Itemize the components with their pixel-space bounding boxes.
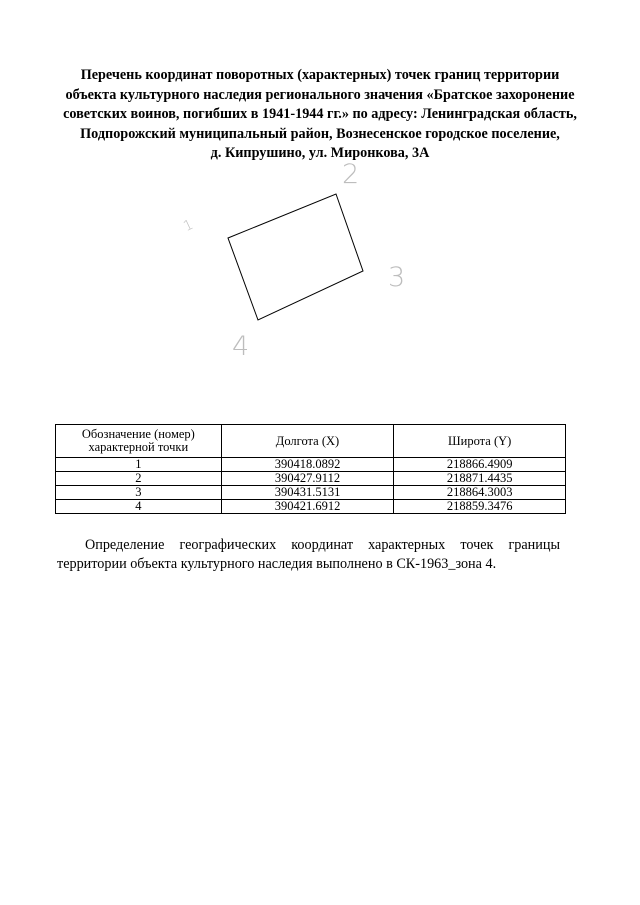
title-line: Подпорожский муниципальный район, Вознесенское городское поселение,	[80, 125, 560, 142]
cell-longitude: 390427.9112	[221, 472, 394, 486]
coordinates-table	[55, 424, 566, 514]
title-line: советских воинов, погибших в 1941-1944 гг.» по адресу: Ленинградская область,	[63, 106, 577, 123]
territory-boundary-polygon	[228, 194, 363, 320]
table-row	[56, 486, 566, 500]
cell-point-number: 1	[56, 458, 222, 472]
table-row	[56, 472, 566, 486]
cell-latitude: 218864.3003	[394, 486, 566, 500]
title-line: объекта культурного наследия регионального значения «Братское захоронение	[65, 86, 575, 103]
cell-point-number: 4	[56, 500, 222, 514]
cell-longitude: 390418.0892	[221, 458, 394, 472]
point-label-2: 2	[342, 159, 360, 190]
boundary-scheme	[0, 150, 640, 380]
point-label-1: 1	[180, 216, 196, 235]
title-line: Перечень координат поворотных (характерных) точек границ территории	[80, 67, 560, 83]
header-longitude: Долгота (X)	[221, 425, 394, 458]
cell-longitude: 390421.6912	[221, 500, 394, 514]
coordinate-system-note: Определение географических координат характерных точек границы территории объекта культурного наследия выполнено в СК-1963_зона 4.	[57, 537, 560, 573]
title-line: д. Кипрушино, ул. Миронкова, 3А	[210, 145, 430, 162]
header-latitude: Широта (Y)	[394, 425, 566, 458]
cell-longitude: 390431.5131	[221, 486, 394, 500]
cell-point-number: 3	[56, 486, 222, 500]
cell-latitude: 218871.4435	[394, 472, 566, 486]
point-label-3: 3	[388, 262, 406, 293]
table-header-row	[56, 425, 566, 458]
header-point-number: Обозначение (номер) характерной точки	[56, 425, 222, 458]
cell-latitude: 218866.4909	[394, 458, 566, 472]
cell-point-number: 2	[56, 472, 222, 486]
table-row	[56, 500, 566, 514]
point-label-4: 4	[232, 331, 250, 362]
table-row	[56, 458, 566, 472]
cell-latitude: 218859.3476	[394, 500, 566, 514]
